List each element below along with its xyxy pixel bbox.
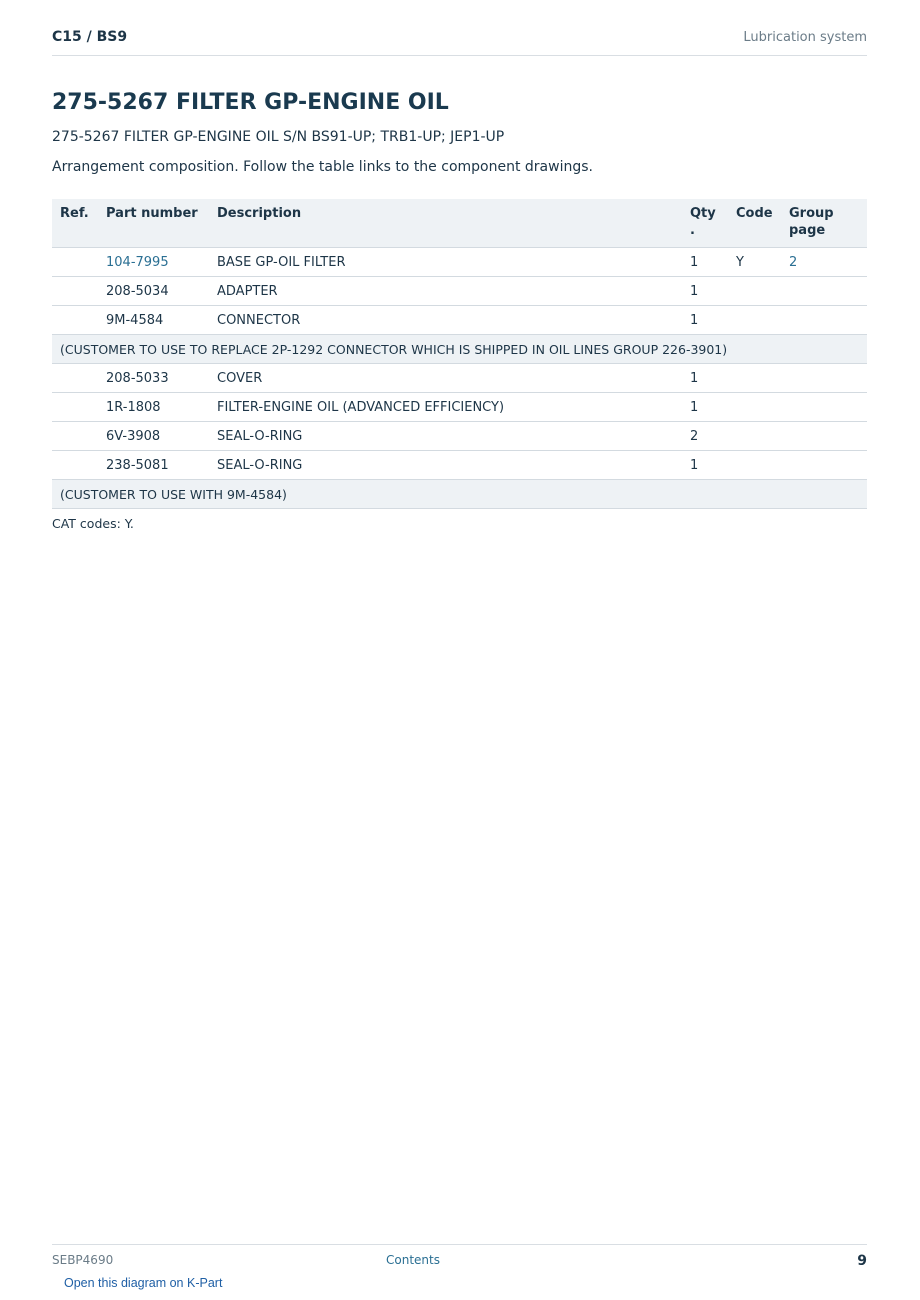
- cell-description: SEAL-O-RING: [209, 422, 682, 451]
- table-row: [52, 306, 867, 335]
- cell-part-number: 208-5034: [98, 277, 209, 306]
- note-text: (CUSTOMER TO USE TO REPLACE 2P-1292 CONNECTOR WHICH IS SHIPPED IN OIL LINES GROUP 226-3901): [52, 335, 867, 364]
- cell-group-page: [781, 248, 867, 277]
- model-label: C15 / BS9: [52, 29, 128, 45]
- header-ref: Ref.: [52, 199, 98, 248]
- header-qty: [682, 199, 728, 248]
- cell-group-page: [781, 451, 867, 480]
- table-row: [52, 393, 867, 422]
- cell-code: [728, 422, 781, 451]
- page-title: 275-5267 FILTER GP-ENGINE OIL: [52, 90, 449, 115]
- cell-qty: 1: [682, 277, 728, 306]
- cell-part-number: 6V-3908: [98, 422, 209, 451]
- cell-ref: [52, 277, 98, 306]
- contents-link[interactable]: Contents: [386, 1253, 440, 1267]
- header-code: Code: [728, 199, 781, 248]
- header-group-line1: Group: [789, 206, 834, 221]
- table-row: [52, 248, 867, 277]
- cell-part-number: 1R-1808: [98, 393, 209, 422]
- cell-ref: [52, 248, 98, 277]
- cell-code: [728, 364, 781, 393]
- cell-ref: [52, 364, 98, 393]
- cell-part-number: 208-5033: [98, 364, 209, 393]
- document-id: SEBP4690: [52, 1253, 114, 1267]
- cell-part-number: 9M-4584: [98, 306, 209, 335]
- cell-ref: [52, 451, 98, 480]
- table-note-row: [52, 480, 867, 509]
- table-row: [52, 277, 867, 306]
- header-qty-line1: Qty: [690, 206, 716, 221]
- cell-group-page: [781, 422, 867, 451]
- header-group-page: [781, 199, 867, 248]
- page-number: 9: [857, 1253, 867, 1269]
- cell-qty: 1: [682, 451, 728, 480]
- cell-part-number: 238-5081: [98, 451, 209, 480]
- cell-description: FILTER-ENGINE OIL (ADVANCED EFFICIENCY): [209, 393, 682, 422]
- cell-group-page: [781, 306, 867, 335]
- cell-description: BASE GP-OIL FILTER: [209, 248, 682, 277]
- cell-description: COVER: [209, 364, 682, 393]
- cell-description: CONNECTOR: [209, 306, 682, 335]
- cell-code: [728, 306, 781, 335]
- cell-part-number: [98, 248, 209, 277]
- intro-text: Arrangement composition. Follow the table links to the component drawings.: [52, 159, 593, 175]
- cell-qty: 1: [682, 248, 728, 277]
- cell-code: [728, 277, 781, 306]
- cat-codes-note: CAT codes: Y.: [52, 516, 134, 531]
- table-row: [52, 451, 867, 480]
- cell-ref: [52, 393, 98, 422]
- cell-ref: [52, 422, 98, 451]
- cell-description: SEAL-O-RING: [209, 451, 682, 480]
- cell-group-page: [781, 277, 867, 306]
- table-note-row: [52, 335, 867, 364]
- header-description: Description: [209, 199, 682, 248]
- section-label: Lubrication system: [743, 30, 867, 45]
- cell-qty: 1: [682, 393, 728, 422]
- header-group-line2: page: [789, 223, 826, 238]
- cell-qty: 2: [682, 422, 728, 451]
- cell-qty: 1: [682, 364, 728, 393]
- cell-qty: 1: [682, 306, 728, 335]
- cell-description: ADAPTER: [209, 277, 682, 306]
- group-page-link[interactable]: 2: [789, 254, 798, 270]
- parts-table: [52, 199, 867, 509]
- cell-code: Y: [728, 248, 781, 277]
- cell-group-page: [781, 364, 867, 393]
- cell-ref: [52, 306, 98, 335]
- cell-code: [728, 393, 781, 422]
- cell-code: [728, 451, 781, 480]
- page-subtitle: 275-5267 FILTER GP-ENGINE OIL S/N BS91-UP; TRB1-UP; JEP1-UP: [52, 129, 505, 145]
- cell-group-page: [781, 393, 867, 422]
- page-footer: [52, 1244, 867, 1270]
- table-row: [52, 422, 867, 451]
- kpart-link[interactable]: Open this diagram on K-Part: [64, 1276, 223, 1290]
- header-part-number: Part number: [98, 199, 209, 248]
- page-header: [52, 28, 867, 56]
- table-header-row: [52, 199, 867, 248]
- note-text: (CUSTOMER TO USE WITH 9M-4584): [52, 480, 867, 509]
- header-qty-line2: .: [690, 223, 695, 238]
- part-link[interactable]: 104-7995: [106, 254, 169, 270]
- table-row: [52, 364, 867, 393]
